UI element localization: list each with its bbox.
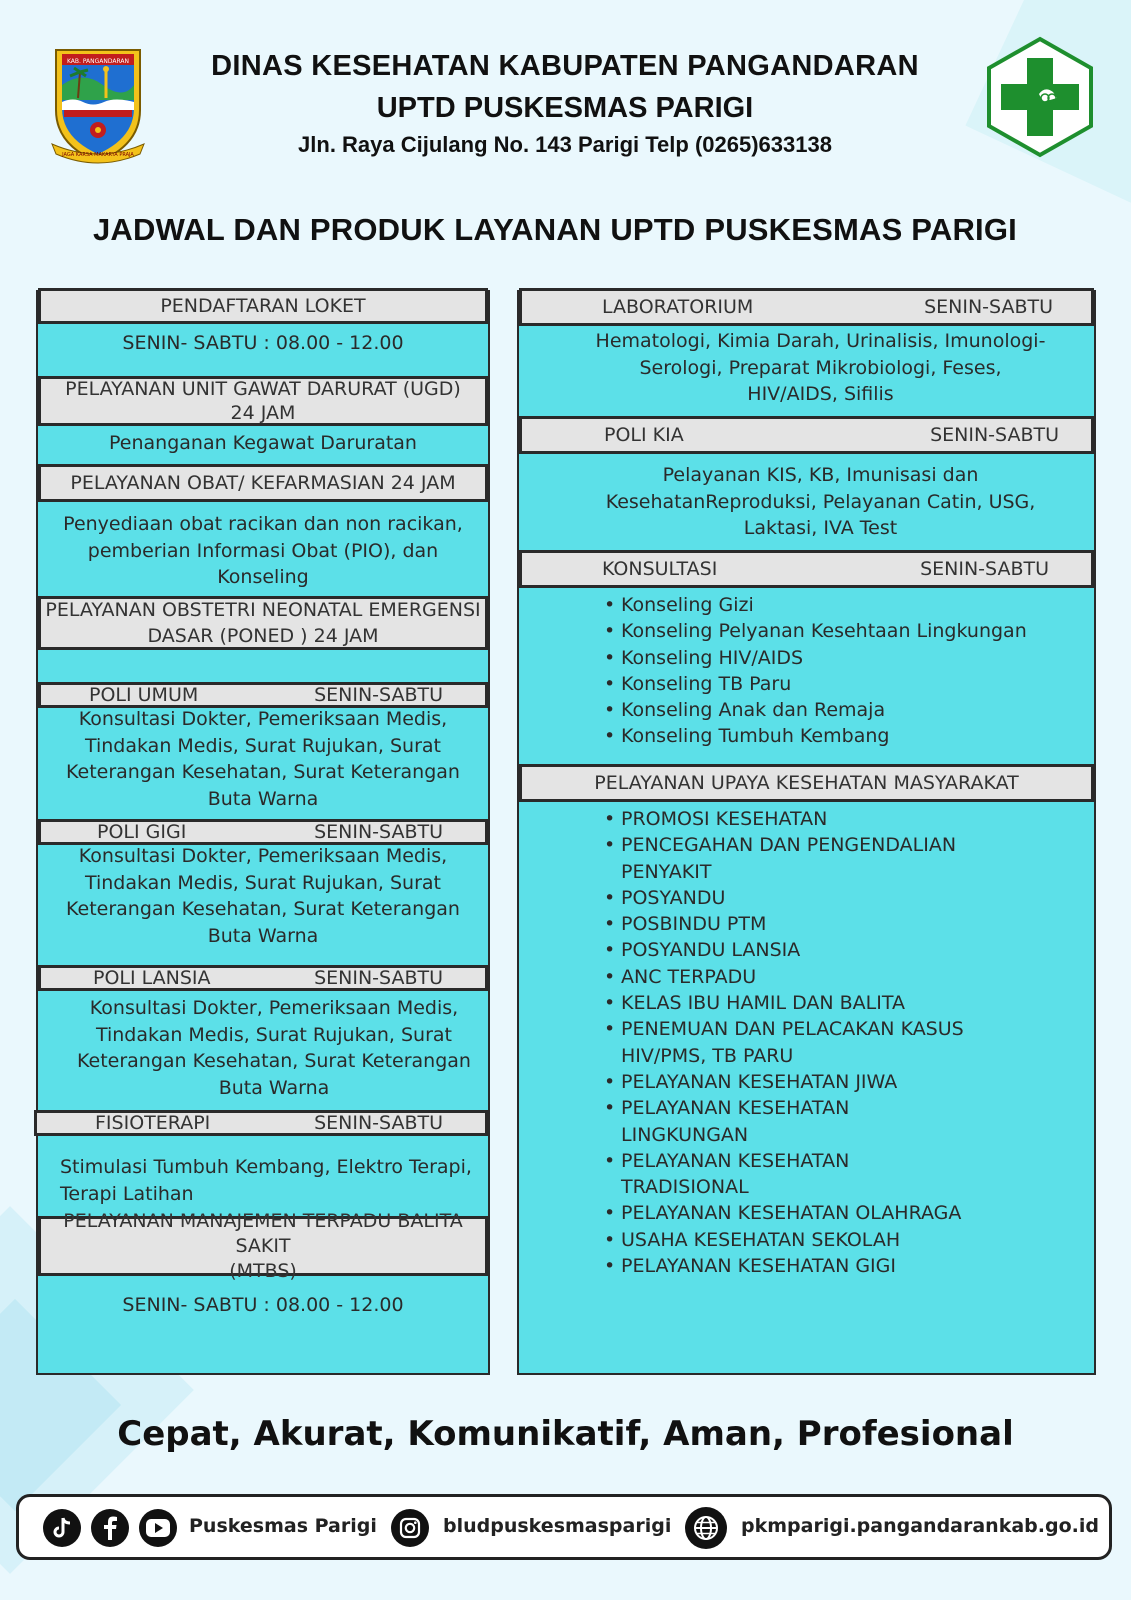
list-item: • Konseling Tumbuh Kembang (604, 723, 1027, 749)
social-footer (16, 1494, 1112, 1560)
section-title: POLI GIGI (97, 821, 187, 843)
page-title: JADWAL DAN PRODUK LAYANAN UPTD PUSKESMAS PARIGI (92, 212, 1017, 247)
section-days: SENIN-SABTU (930, 424, 1059, 446)
section-content-poli-kia (519, 462, 1094, 542)
instagram-handle[interactable]: bludpuskesmasparigi (443, 1515, 672, 1537)
tiktok-icon[interactable] (43, 1509, 81, 1547)
agency-name: DINAS KESEHATAN KABUPATEN PANGANDARAN (211, 50, 919, 82)
section-content-ugd: Penanganan Kegawat Daruratan (109, 432, 417, 454)
address-line: Jln. Raya Cijulang No. 143 Parigi Telp (0265)633138 (298, 132, 832, 157)
list-item: • POSYANDU (604, 885, 974, 911)
section-header-poli-umum (38, 682, 488, 708)
section-header-obat (38, 464, 488, 502)
list-item: • Konseling Anak dan Remaja (604, 697, 1027, 723)
content-line: HIV/AIDS, Sifilis (747, 383, 894, 405)
section-content-laboratorium (519, 328, 1094, 408)
section-title: KONSULTASI (602, 558, 718, 580)
section-days: SENIN-SABTU (314, 684, 443, 706)
section-days: SENIN-SABTU (314, 821, 443, 843)
list-item: • PELAYANAN KESEHATAN TRADISIONAL (604, 1148, 974, 1201)
website-link[interactable]: pkmparigi.pangandarankab.go.id (741, 1515, 1099, 1537)
right-service-column (517, 290, 1096, 1375)
section-days: SENIN-SABTU (920, 558, 1049, 580)
content-line: pemberian Informasi Obat (PIO), dan (87, 539, 439, 562)
section-title: FISIOTERAPI (95, 1112, 211, 1134)
content-line: Stimulasi Tumbuh Kembang, Elektro Terapi, (60, 1156, 472, 1178)
youtube-icon[interactable] (139, 1509, 177, 1547)
list-item: • PELAYANAN KESEHATAN LINGKUNGAN (604, 1095, 974, 1148)
list-item: • PELAYANAN KESEHATAN JIWA (604, 1069, 974, 1095)
section-header-konsultasi (519, 550, 1094, 588)
unit-name: UPTD PUSKESMAS PARIGI (376, 92, 754, 124)
section-header-poned (38, 596, 488, 650)
svg-text:JAGA KARSA MAKARYA PRAJA: JAGA KARSA MAKARYA PRAJA (62, 152, 134, 158)
content-line: Konsultasi Dokter, Pemeriksaan Medis, (89, 997, 459, 1019)
content-line: Penyediaan obat racikan dan non racikan, (63, 513, 463, 535)
section-content-fisioterapi (38, 1154, 488, 1207)
content-line: Buta Warna (218, 1076, 330, 1099)
section-days: SENIN-SABTU (314, 967, 443, 989)
list-item: • Konseling HIV/AIDS (604, 645, 1027, 671)
content-line: Serologi, Preparat Mikrobiologi, Feses, (639, 356, 1002, 379)
content-line: Keterangan Kesehatan, Surat Keterangan (66, 898, 460, 920)
social-account-name[interactable]: Puskesmas Parigi (189, 1515, 377, 1537)
section-days: SENIN-SABTU (924, 296, 1053, 318)
facebook-icon[interactable] (91, 1509, 129, 1547)
list-item: • Konseling Gizi (604, 592, 1027, 618)
section-title: 24 JAM (230, 402, 296, 424)
content-line: Buta Warna (207, 924, 319, 947)
list-item: • PELAYANAN KESEHATAN GIGI (604, 1253, 974, 1279)
content-line: Tindakan Medis, Surat Rujukan, Surat (84, 871, 442, 894)
pangandaran-emblem-logo (48, 40, 148, 168)
list-item: • USAHA KESEHATAN SEKOLAH (604, 1227, 974, 1253)
section-title: PELAYANAN OBAT/ KEFARMASIAN 24 JAM (70, 472, 456, 494)
section-days: SENIN-SABTU (314, 1112, 443, 1134)
section-content-mtbs: SENIN- SABTU : 08.00 - 12.00 (122, 1294, 404, 1316)
section-header-ukm (519, 764, 1094, 802)
section-content-poli-gigi (38, 843, 488, 949)
list-item: • KELAS IBU HAMIL DAN BALITA (604, 990, 974, 1016)
letterhead (0, 30, 1131, 170)
section-header-loket (38, 288, 488, 324)
section-title: PELAYANAN UNIT GAWAT DARURAT (UGD) (65, 378, 461, 400)
list-item: • Konseling Pelyanan Kesehtaan Lingkungan (604, 618, 1027, 644)
content-line: Konsultasi Dokter, Pemeriksaan Medis, (78, 845, 448, 867)
instagram-icon[interactable] (391, 1509, 429, 1547)
content-line: KesehatanReproduksi, Pelayanan Catin, USG, (605, 490, 1036, 513)
content-line: Pelayanan KIS, KB, Imunisasi dan (662, 464, 979, 486)
section-header-mtbs (38, 1209, 488, 1282)
list-item: • POSBINDU PTM (604, 911, 974, 937)
content-line: Tindakan Medis, Surat Rujukan, Surat (84, 734, 442, 757)
section-header-poli-gigi (38, 819, 488, 845)
section-header-laboratorium (519, 288, 1094, 326)
konsultasi-list (604, 592, 1027, 750)
list-item: • POSYANDU LANSIA (604, 937, 974, 963)
globe-icon[interactable] (685, 1507, 727, 1549)
section-title: LABORATORIUM (602, 296, 754, 318)
left-service-column (36, 290, 490, 1375)
content-line: Tindakan Medis, Surat Rujukan, Surat (95, 1023, 453, 1046)
list-item: • PENCEGAHAN DAN PENGENDALIAN PENYAKIT (604, 832, 974, 885)
section-content-loket: SENIN- SABTU : 08.00 - 12.00 (122, 332, 404, 354)
content-line: Konsultasi Dokter, Pemeriksaan Medis, (78, 708, 448, 730)
svg-text:KAB. PANGANDARAN: KAB. PANGANDARAN (66, 58, 130, 65)
section-title: (MTBS) (229, 1259, 297, 1282)
section-content-poli-umum (38, 706, 488, 812)
content-line: Keterangan Kesehatan, Surat Keterangan (77, 1050, 471, 1072)
section-title: DASAR (PONED ) 24 JAM (147, 625, 379, 647)
content-line: Konseling (217, 566, 309, 588)
list-item: • PELAYANAN KESEHATAN OLAHRAGA (604, 1200, 974, 1226)
ukm-list (604, 806, 974, 1279)
section-title: PELAYANAN MANAJEMEN TERPADU BALITA SAKIT (63, 1209, 463, 1257)
section-title: POLI LANSIA (93, 967, 211, 989)
content-line: Terapi Latihan (60, 1182, 194, 1205)
content-line: Hematologi, Kimia Darah, Urinalisis, Imunologi- (595, 330, 1046, 352)
content-line: Keterangan Kesehatan, Surat Keterangan (66, 761, 460, 783)
section-title: PELAYANAN OBSTETRI NEONATAL EMERGENSI (45, 599, 481, 621)
section-header-poli-lansia (38, 965, 488, 991)
section-header-poli-kia (519, 416, 1094, 454)
list-item: • PROMOSI KESEHATAN (604, 806, 974, 832)
section-title: POLI UMUM (89, 684, 199, 706)
list-item: • ANC TERPADU (604, 964, 974, 990)
section-title: PELAYANAN UPAYA KESEHATAN MASYARAKAT (594, 772, 1019, 794)
section-content-obat (38, 511, 488, 591)
section-header-ugd (38, 376, 488, 426)
puskesmas-logo (985, 36, 1095, 158)
list-item: • Konseling TB Paru (604, 671, 1027, 697)
section-title: PENDAFTARAN LOKET (160, 295, 366, 317)
section-content-poli-lansia (38, 995, 488, 1101)
section-header-fisioterapi (34, 1110, 488, 1136)
content-line: Laktasi, IVA Test (743, 517, 898, 539)
tagline: Cepat, Akurat, Komunikatif, Aman, Profesional (117, 1414, 1014, 1454)
list-item: • PENEMUAN DAN PELACAKAN KASUS HIV/PMS, TB PARU (604, 1016, 974, 1069)
section-title: POLI KIA (604, 424, 684, 446)
content-line: Buta Warna (207, 787, 319, 810)
